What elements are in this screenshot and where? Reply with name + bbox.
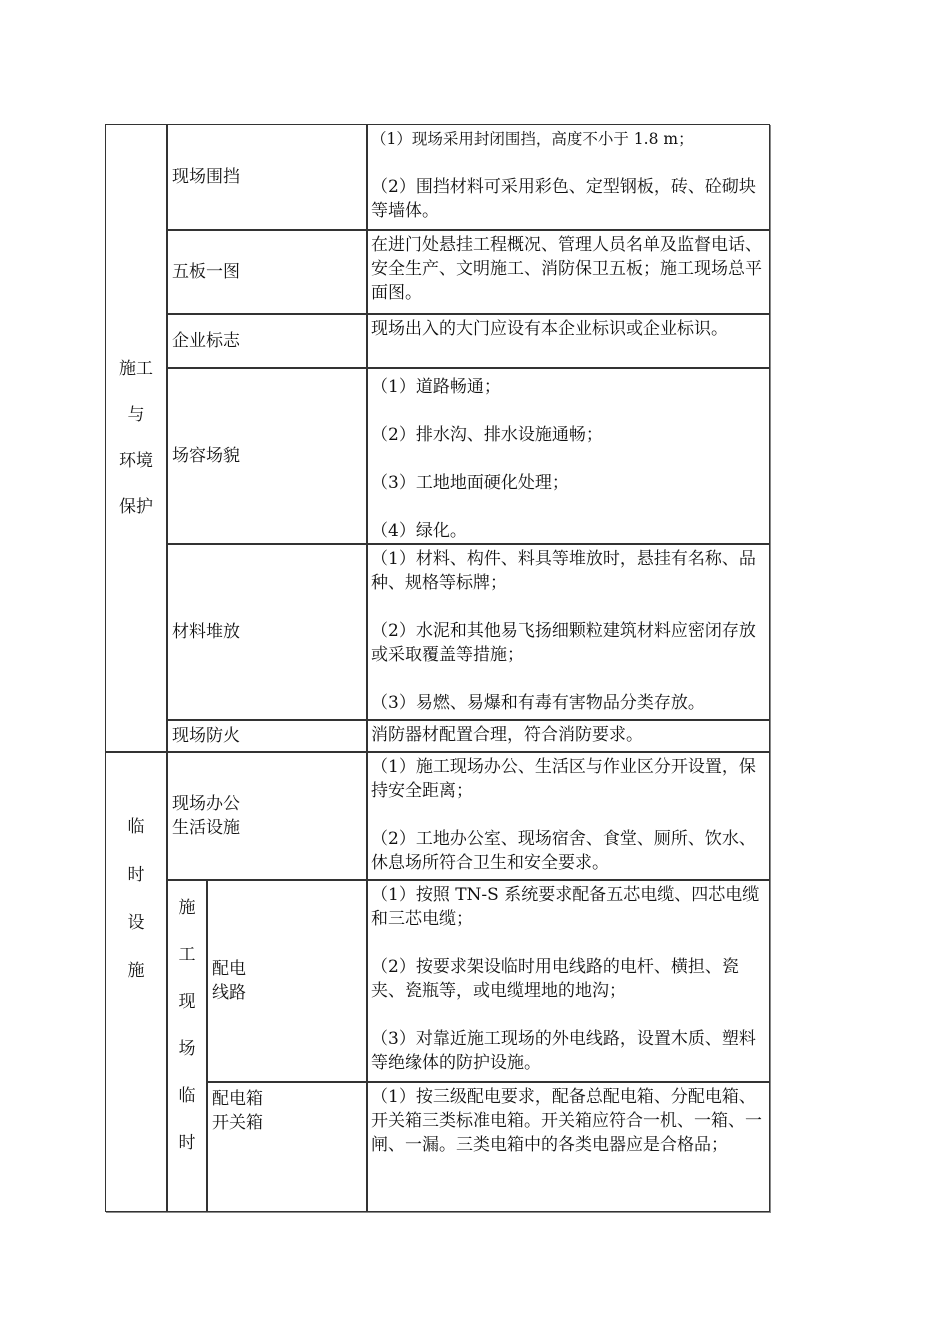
row-content-distribution-lines — [367, 880, 770, 1082]
section-header-construction-environment — [105, 124, 167, 752]
row-label-five-boards: 五板一图 — [167, 230, 367, 314]
section-title-line: 与 — [127, 405, 145, 425]
row-content-five-boards — [367, 230, 770, 314]
content-paragraph: 在进门处悬挂工程概况、管理人员名单及监督电话、安全生产、文明施工、消防保卫五板；施工现场总平面图。 — [371, 235, 762, 303]
row-label-distribution-lines: 配电 线路 — [207, 880, 367, 1082]
row-content-site-fence — [367, 124, 770, 230]
row-label-office-living: 现场办公 生活设施 — [167, 752, 367, 880]
content-paragraph: （1）道路畅通； — [371, 377, 501, 397]
content-paragraph: （4）绿化。 — [371, 521, 467, 541]
row-label-material-stacking: 材料堆放 — [167, 544, 367, 720]
row-content-office-living — [367, 752, 770, 880]
content-paragraph: （1）按照 TN-S 系统要求配备五芯电缆、四芯电缆和三芯电缆； — [371, 885, 760, 929]
subsection-title-char: 场 — [178, 1039, 196, 1059]
regulation-table — [105, 124, 770, 1212]
content-paragraph: （3）易燃、易爆和有毒有害物品分类存放。 — [371, 693, 705, 713]
content-paragraph: （3）对靠近施工现场的外电线路，设置木质、塑料等绝缘体的防护设施。 — [371, 1029, 756, 1073]
section-title-char: 临 — [127, 817, 145, 837]
section-title-char: 设 — [127, 913, 145, 933]
content-paragraph: （1）按三级配电要求，配备总配电箱、分配电箱、开关箱三类标准电箱。开关箱应符合一机、一箱、一闸、一漏。三类电箱中的各类电器应是合格品； — [371, 1087, 762, 1155]
content-paragraph: 现场出入的大门应设有本企业标识或企业标识。 — [371, 319, 728, 339]
row-content-distribution-boxes — [367, 1082, 770, 1212]
row-content-company-logo — [367, 314, 770, 368]
section-header-temporary-facilities — [105, 752, 167, 1212]
section-title-char: 施 — [127, 961, 145, 981]
content-paragraph: （2）围挡材料可采用彩色、定型钢板，砖、砼砌块等墙体。 — [371, 177, 756, 221]
subsection-title-char: 施 — [178, 898, 196, 918]
subsection-title-char: 现 — [178, 992, 196, 1012]
row-content-site-appearance — [367, 368, 770, 544]
row-label-company-logo: 企业标志 — [167, 314, 367, 368]
section-title-line: 环境 — [119, 451, 153, 471]
row-label-fire-prevention: 现场防火 — [167, 720, 367, 752]
content-paragraph: （3）工地地面硬化处理； — [371, 473, 569, 493]
row-content-fire-prevention — [367, 720, 770, 752]
subsection-title-char: 工 — [178, 945, 196, 965]
content-paragraph: （2）按要求架设临时用电线路的电杆、横担、瓷夹、瓷瓶等，或电缆埋地的地沟； — [371, 957, 739, 1001]
content-paragraph: （2）工地办公室、现场宿舍、食堂、厕所、饮水、休息场所符合卫生和安全要求。 — [371, 829, 756, 873]
subsection-title-char: 时 — [178, 1133, 196, 1153]
content-paragraph: （2）水泥和其他易飞扬细颗粒建筑材料应密闭存放或采取覆盖等措施； — [371, 621, 756, 665]
content-paragraph: 消防器材配置合理，符合消防要求。 — [371, 725, 643, 745]
row-content-material-stacking — [367, 544, 770, 720]
subsection-title-char: 临 — [178, 1086, 196, 1106]
row-label-distribution-boxes: 配电箱 开关箱 — [207, 1082, 367, 1212]
section-title-line: 施工 — [119, 359, 153, 379]
subsection-header-site-temporary — [167, 880, 207, 1212]
content-paragraph: （1）现场采用封闭围挡，高度不小于 1.8 m； — [371, 130, 694, 148]
section-title-char: 时 — [127, 865, 145, 885]
row-label-site-appearance: 场容场貌 — [167, 368, 367, 544]
content-paragraph: （1）材料、构件、料具等堆放时，悬挂有名称、品种、规格等标牌； — [371, 549, 756, 593]
section-title-line: 保护 — [119, 497, 153, 517]
content-paragraph: （1）施工现场办公、生活区与作业区分开设置，保持安全距离； — [371, 757, 756, 801]
row-label-site-fence: 现场围挡 — [167, 124, 367, 230]
content-paragraph: （2）排水沟、排水设施通畅； — [371, 425, 603, 445]
